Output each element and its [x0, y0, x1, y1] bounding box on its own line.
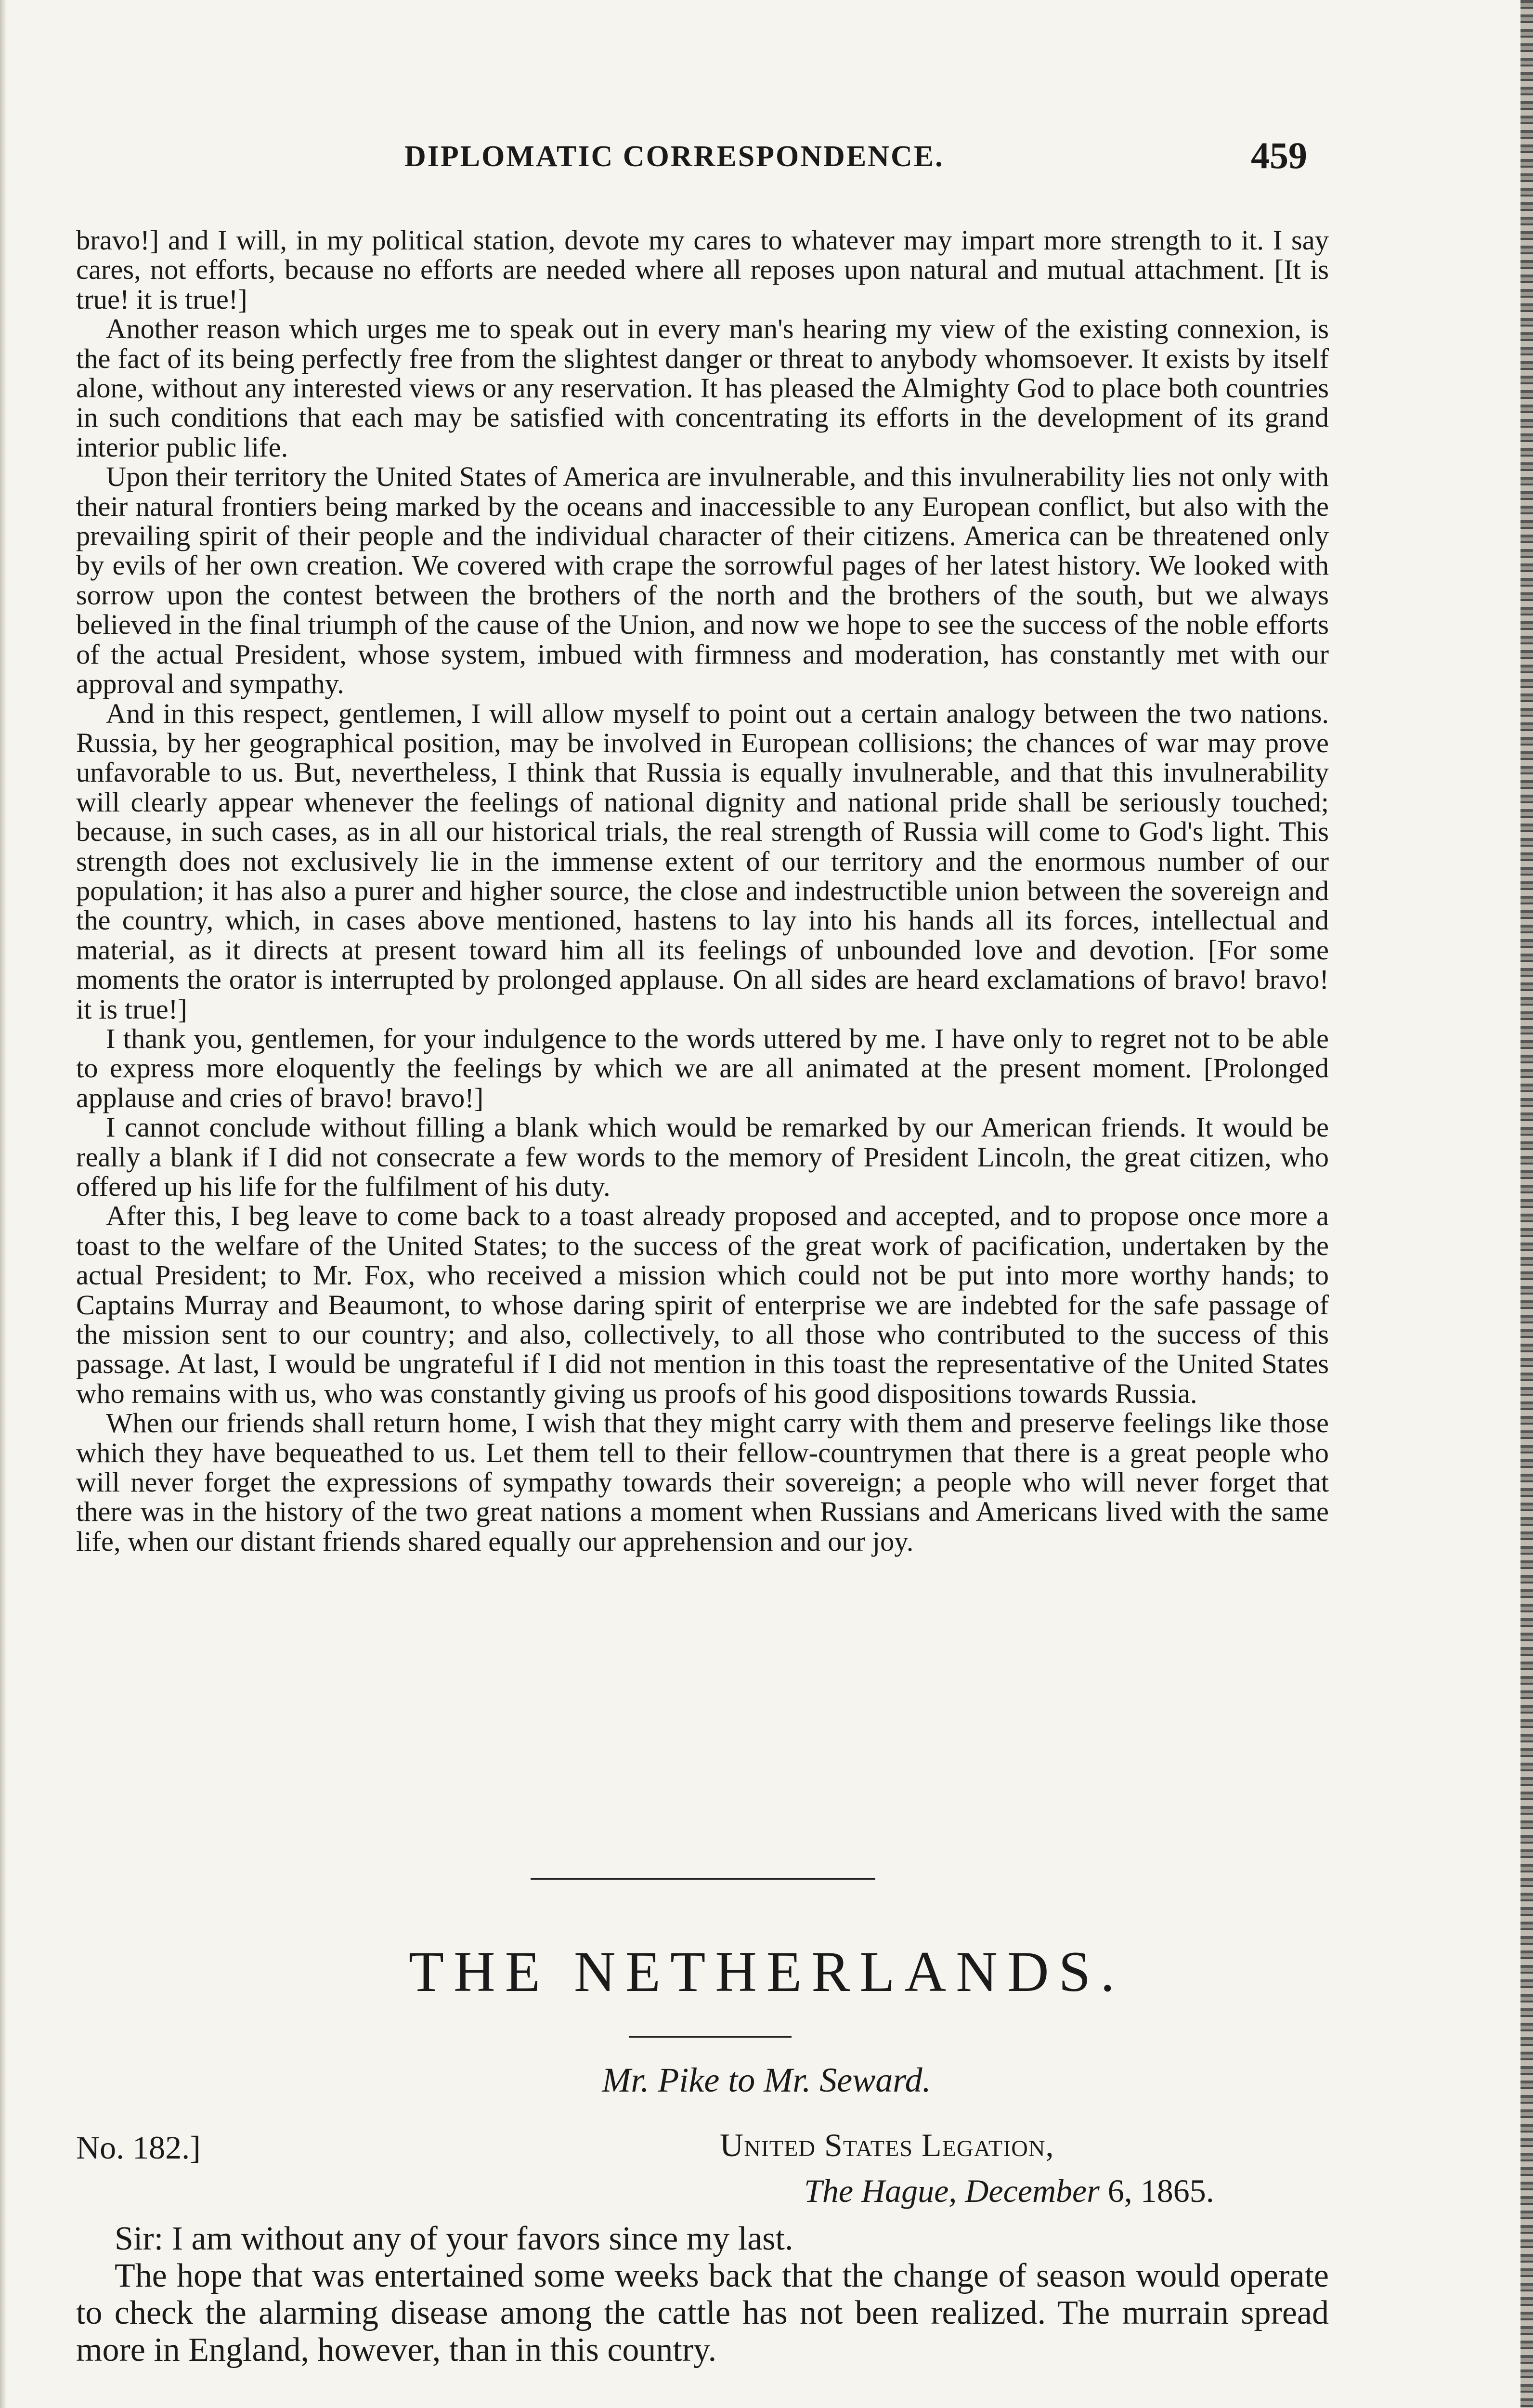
page-edge-right — [1520, 0, 1533, 2408]
paragraph: Upon their territory the United States of America are invulnerable, and this invulnerability lies not only with their natural frontiers being marked by the oceans and inaccessible to any European conflict, but also with the prevailing spirit of their people and the individual character of their citizens. America can be threatened only by evils of her own creation. We covered with crape the sorrowful pages of her latest history. We looked with sorrow upon the contest between the brothers of the north and the brothers of the south, but we always believed in the final triumph of the cause of the Union, and now we hope to see the success of the noble efforts of the actual President, whose system, imbued with firmness and moderation, has constantly met with our approval and sympathy. — [76, 461, 1329, 700]
paragraph: bravo!] and I will, in my political station, devote my cares to whatever may impart more strength to it. I say cares, not efforts, because no efforts are needed where all reposes upon natural and mutual attachment. [It is true! it is true!] — [76, 224, 1329, 315]
section-title: THE NETHERLANDS. — [408, 1939, 1125, 2003]
running-title: DIPLOMATIC CORRESPONDENCE. — [404, 140, 944, 173]
dateline — [804, 2172, 1214, 2210]
paragraph: When our friends shall return home, I wish that they might carry with them and preserve feelings like those which they have bequeathed to us. Let them tell to their fellow-countrymen that there is a great people who will never forget the expressions of sympathy towards their sovereign; a people who will never forget that there was in the history of the two great nations a moment when Russians and Americans lived with the same life, when our distant friends shared equally our apprehension and our joy. — [76, 1407, 1329, 1557]
dateline-date: 6, 1865. — [1099, 2172, 1214, 2209]
paragraph: And in this respect, gentlemen, I will allow myself to point out a certain analogy between the two nations. Russia, by her geographical position, may be involved in European collisions; the chances of war may prove unfavorable to us. But, nevertheless, I think that Russia is equally invulnerable, and that this invulnerability will clearly appear whenever the feelings of national dignity and national pride shall be seriously touched; because, in such cases, as in all our historical trials, the real strength of Russia will come to God's light. This strength does not exclusively lie in the immense extent of our territory and the enormous number of our population; it has also a purer and higher source, the close and indestructible union between the sovereign and the country, which, in cases above mentioned, hastens to lay into his hands all its forces, intellectual and material, as it directs at present toward him all its feelings of unbounded love and devotion. [For some moments the orator is interrupted by prolonged applause. On all sides are heard exclamations of bravo! bravo! it is true!] — [76, 697, 1329, 1025]
letter-paragraph: The hope that was entertained some weeks back that the change of season would operate to check the alarming disease among the cattle has not been realized. The murrain spread more in England, however, than in this country. — [76, 2257, 1329, 2369]
section-divider — [531, 1878, 875, 1880]
heading-divider — [629, 2036, 792, 2038]
letter-heading: Mr. Pike to Mr. Seward. — [602, 2061, 931, 2099]
legation-line: United States Legation, — [720, 2127, 1054, 2163]
paragraph: Another reason which urges me to speak out in every man's hearing my view of the existing connexion, is the fact of its being perfectly free from the slightest danger or threat to anybody whomsoever. It exists by itself alone, without any interested views or any reservation. It has pleased the Almighty God to place both countries in such conditions that each may be satisfied with concentrating its efforts in the development of its grand interior public life. — [76, 313, 1329, 463]
paragraph: After this, I beg leave to come back to a toast already proposed and accepted, and to propose once more a toast to the welfare of the United States; to the success of the great work of pacification, undertaken by the actual President; to Mr. Fox, who received a mission which could not be put into more worthy hands; to Captains Murray and Beaumont, to whose daring spirit of enterprise we are indebted for the safe passage of the mission sent to our country; and also, collectively, to all those who contributed to the success of this passage. At last, I would be ungrateful if I did not mention in this toast the representative of the United States who remains with us, who was constantly giving us proofs of his good dispositions towards Russia. — [76, 1200, 1329, 1409]
page-number: 459 — [1251, 134, 1307, 176]
letter-body — [76, 2220, 1329, 2369]
letter-salutation: Sir: I am without any of your favors since my last. — [115, 2220, 793, 2257]
body-text — [76, 225, 1329, 1556]
dateline-place: The Hague, December — [804, 2172, 1100, 2209]
paragraph: I cannot conclude without filling a blank which would be remarked by our American friends. It would be really a blank if I did not consecrate a few words to the memory of President Lincoln, the great citizen, who offered up his life for the fulfilment of his duty. — [76, 1112, 1329, 1202]
running-head — [0, 134, 1533, 183]
document-number: No. 182.] — [76, 2129, 201, 2166]
paragraph: I thank you, gentlemen, for your indulgence to the words uttered by me. I have only to regret not to be able to express more eloquently the feelings by which we are all animated at the present moment. [Prolonged applause and cries of bravo! bravo!] — [76, 1022, 1329, 1113]
page-edge-left — [0, 0, 7, 2408]
